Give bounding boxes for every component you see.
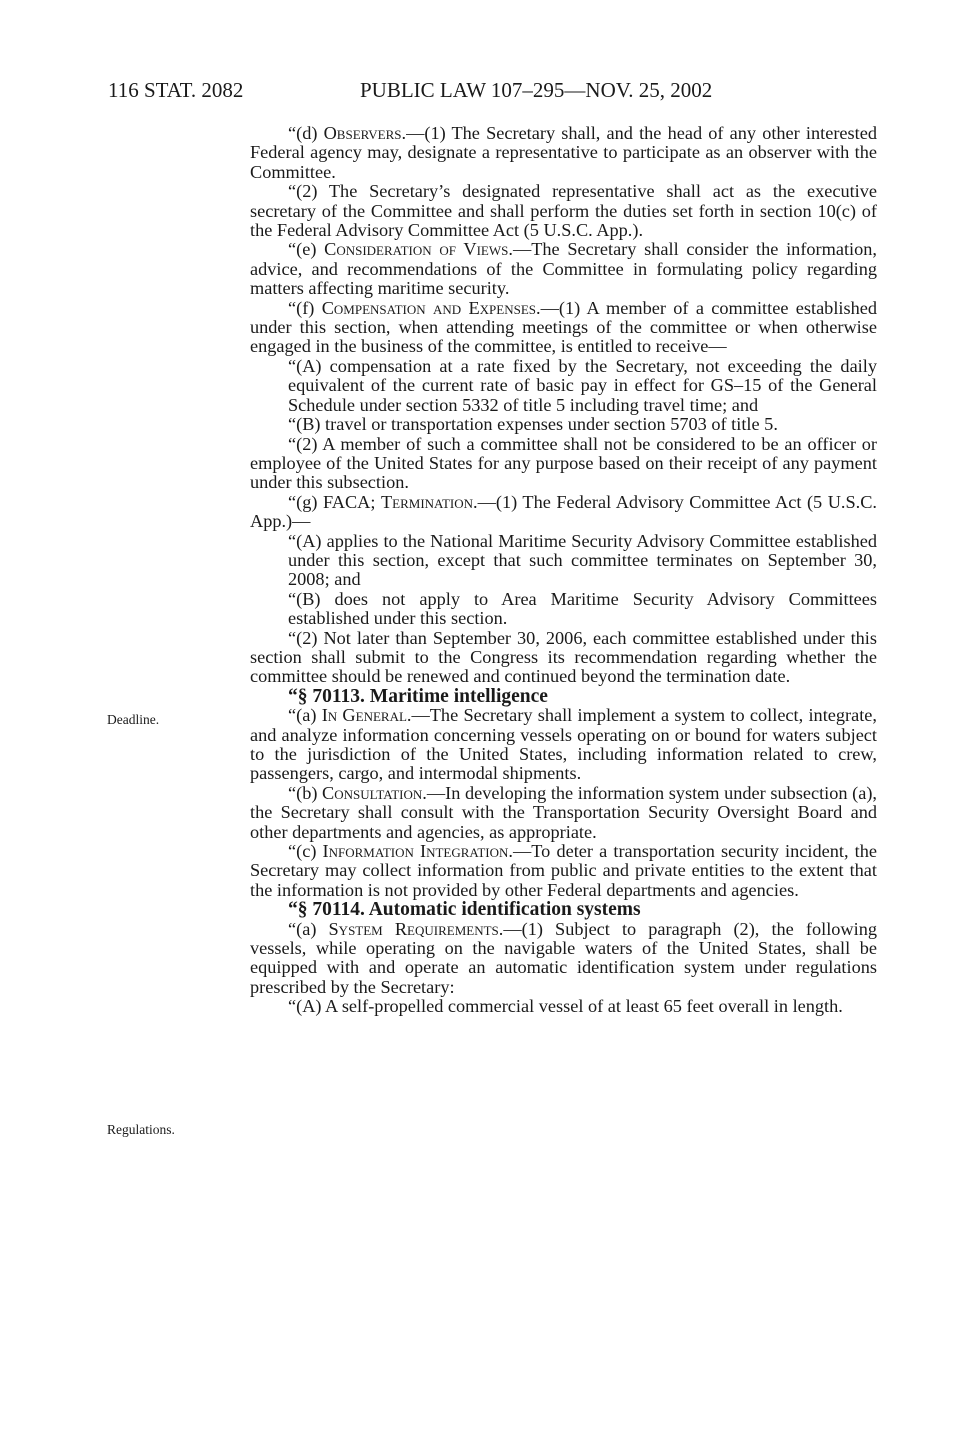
- section-70113-heading: “§ 70113. Maritime intelligence: [288, 685, 548, 707]
- public-law-citation: PUBLIC LAW 107–295—NOV. 25, 2002: [360, 78, 713, 102]
- section-70113-a: “(a) In General.—The Secretary shall implement a system to collect, integrate, and analyze information concerning vessels operating on or bound for waters subject to the jurisdiction of the United States, including information related to crew, passengers, cargo, and intermodal shipments.: [250, 705, 877, 784]
- subsection-heading: Consultation: [322, 782, 423, 803]
- law-text: [250, 124, 877, 1017]
- section-70114-aA: “(A) A self-propelled commercial vessel of at least 65 feet overall in length.: [288, 996, 843, 1017]
- subsection-f-compensation: “(f) Compensation and Expenses.—(1) A member of a committee established under this section, when attending meetings of the committee or when otherwise engaged in the business of the committee, is entitled to receive—: [250, 297, 877, 357]
- subparagraph-fB: “(B) travel or transportation expenses under section 5703 of title 5.: [288, 414, 778, 435]
- section-70114-a: “(a) System Requirements.—(1) Subject to paragraph (2), the following vessels, while operating on the navigable waters of the United States, shall be equipped with and operate an automatic identification system under regulations prescribed by the Secretary:: [250, 918, 877, 997]
- subsection-heading: Termination: [380, 491, 474, 512]
- subparagraph-gB: “(B) does not apply to Area Maritime Security Advisory Committees established under this section.: [288, 588, 877, 629]
- section-70114-heading: “§ 70114. Automatic identification systems: [288, 899, 641, 921]
- subsection-d-observers: “(d) Observers.—(1) The Secretary shall, and the head of any other interested Federal agency may, designate a representative to participate as an observer with the Committee.: [250, 123, 877, 182]
- subsection-heading: Observers: [323, 123, 402, 143]
- subsection-heading: Compensation and Expenses: [321, 297, 536, 318]
- subsection-heading: Consideration of Views: [324, 239, 509, 260]
- margin-note-regulations: Regulations.: [107, 1122, 175, 1137]
- subsection-heading: Information Integration: [322, 841, 509, 862]
- subsection-heading: System Requirements: [328, 918, 499, 939]
- section-70113-c: “(c) Information Integration.—To deter a transportation security incident, the Secretary may collect information from public and private entities to the extent that the information is not provided by other Federal departments and agencies.: [250, 841, 877, 900]
- section-70113-b: “(b) Consultation.—In developing the information system under subsection (a), the Secretary shall consult with the Transportation Security Oversight Board and other departments and agencies, as appropriate.: [250, 782, 877, 842]
- margin-note-deadline: Deadline.: [107, 712, 160, 727]
- subparagraph-gA: “(A) applies to the National Maritime Security Advisory Committee established under this section, except that such committee terminates on September 30, 2008; and: [288, 530, 877, 590]
- subsection-g-faca-termination: “(g) FACA; Termination.—(1) The Federal Advisory Committee Act (5 U.S.C. App.)—: [250, 491, 877, 532]
- stat-page-number: 116 STAT. 2082: [108, 78, 244, 102]
- subparagraph-fA: “(A) compensation at a rate fixed by the Secretary, not exceeding the daily equivalent of the current rate of basic pay in effect for GS–15 of the General Schedule under section 5332 of title 5 including travel time; and: [288, 355, 877, 415]
- paragraph-f2: “(2) A member of such a committee shall not be considered to be an officer or employee of the United States for any purpose based on their receipt of any payment under this subsection.: [250, 433, 877, 493]
- subsection-e-consideration: “(e) Consideration of Views.—The Secretary shall consider the information, advice, and recommendations of the Committee in formulating policy regarding matters affecting maritime security.: [250, 239, 877, 299]
- paragraph-d2: “(2) The Secretary’s designated representative shall act as the executive secretary of the Committee and shall perform the duties set forth in section 10(c) of the Federal Advisory Committee Act (5 U.S.C. App.).: [250, 181, 877, 241]
- subsection-heading: In General: [321, 705, 407, 726]
- paragraph-g2: “(2) Not later than September 30, 2006, each committee established under this section shall submit to the Congress its recommendation regarding whether the committee should be renewed and continued beyond the termination date.: [250, 627, 877, 687]
